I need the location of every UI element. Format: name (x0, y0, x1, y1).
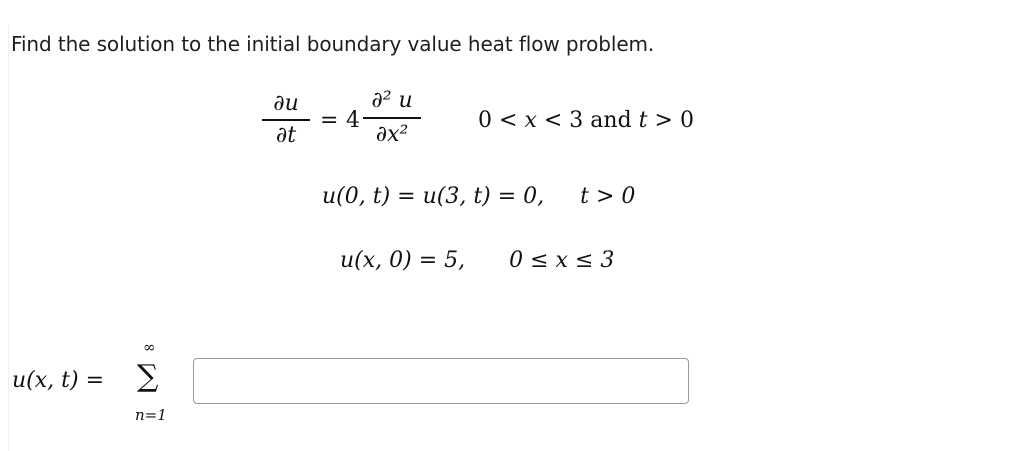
solution-lhs: u(x, t) = (12, 368, 104, 393)
domain-t-cond: > 0 (654, 108, 694, 133)
boundary-condition-expr: u(0, t) = u(3, t) = 0, (322, 184, 545, 209)
lhs-fraction (262, 92, 310, 148)
pde-domain (478, 108, 694, 133)
and-word: and (590, 108, 632, 133)
domain-x-upper: < 3 (543, 108, 584, 133)
summation-symbol: ∑ (137, 359, 159, 394)
problem-prompt: Find the solution to the initial boundary value heat flow problem. (11, 32, 655, 56)
left-margin-rule (8, 24, 9, 451)
fraction-bar (363, 117, 421, 119)
sum-upper-limit: ∞ (143, 338, 156, 356)
initial-condition-domain: 0 ≤ x ≤ 3 (509, 248, 615, 273)
fraction-bar (262, 119, 310, 121)
domain-t-var: t (638, 108, 648, 133)
equals-sign: = (320, 108, 339, 133)
initial-condition-expr: u(x, 0) = 5, (340, 248, 466, 273)
lhs-numerator: ∂u (273, 91, 299, 116)
sum-lower-limit: n=1 (135, 406, 167, 424)
initial-condition (340, 248, 614, 273)
diffusion-coefficient: 4 (346, 108, 360, 133)
solution-answer-input[interactable] (193, 358, 689, 404)
boundary-condition-domain: t > 0 (580, 184, 636, 209)
rhs-numerator: ∂² u (371, 88, 413, 113)
domain-x-var: x (524, 108, 537, 133)
rhs-fraction (363, 88, 421, 148)
domain-x-lower: 0 < (478, 108, 518, 133)
rhs-denominator: ∂x² (375, 121, 409, 147)
boundary-condition (322, 184, 635, 209)
lhs-denominator: ∂t (275, 122, 297, 148)
